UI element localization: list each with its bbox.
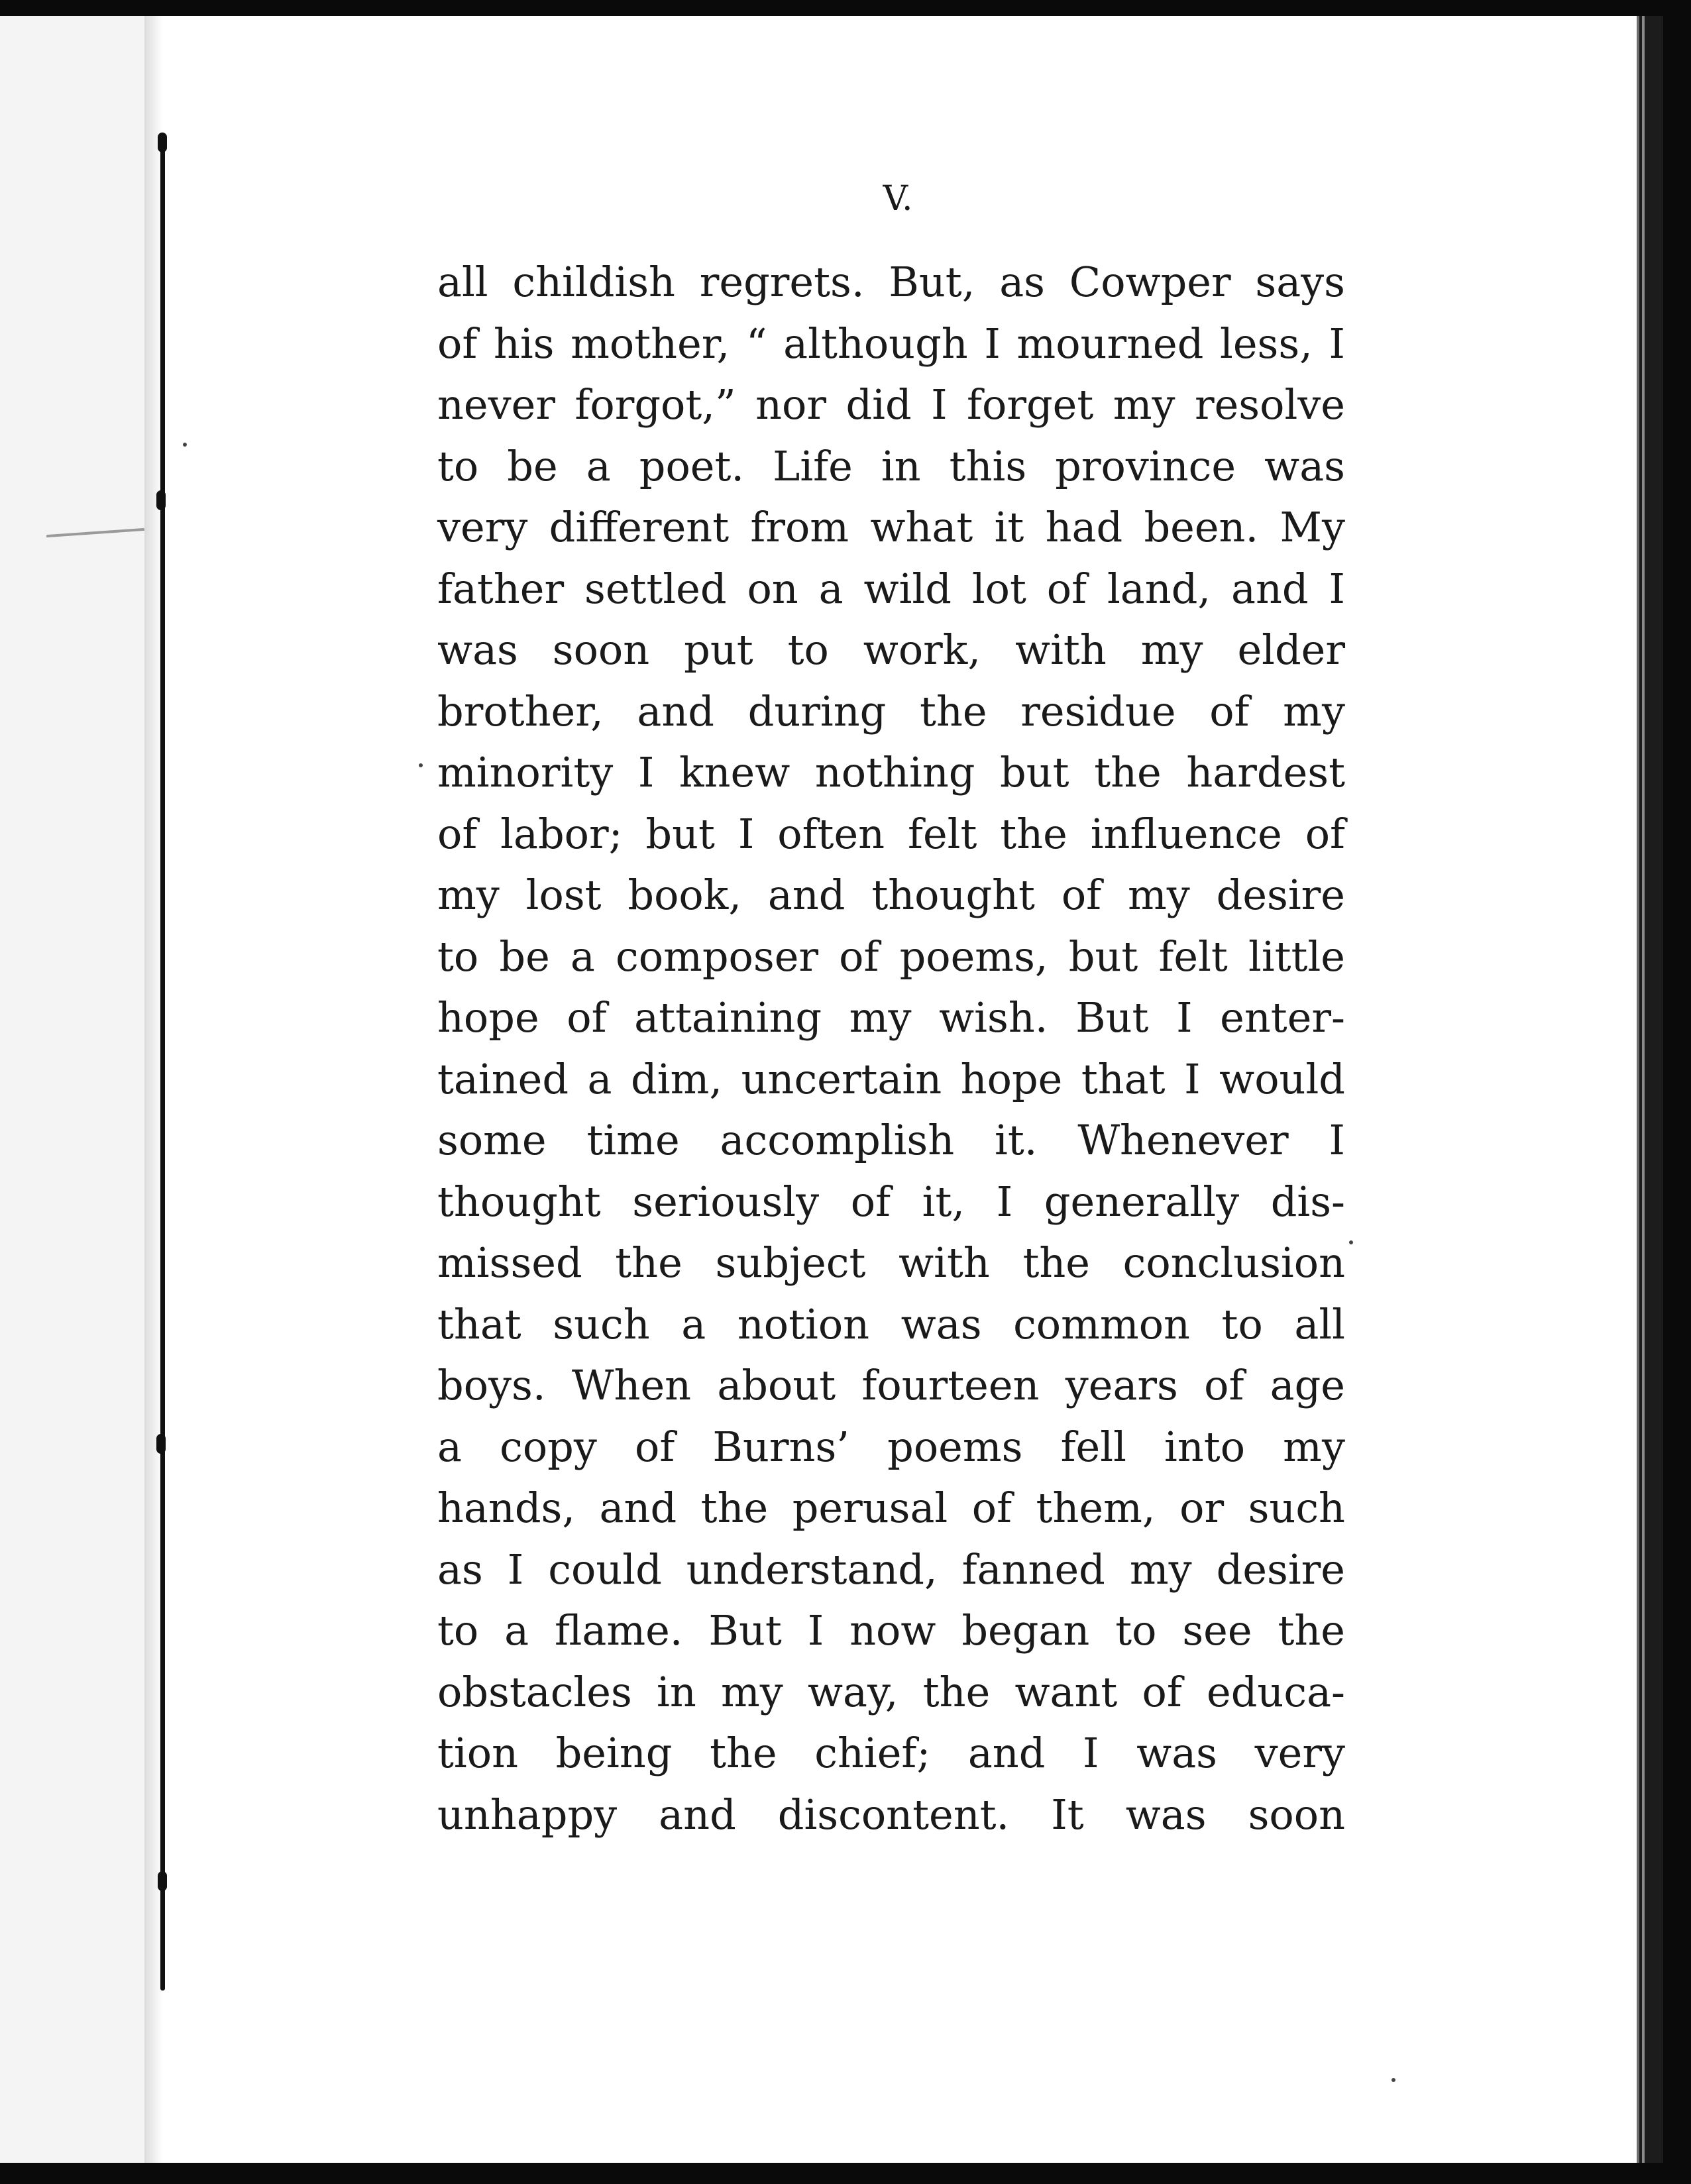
binding-stitch: [158, 1871, 167, 1891]
ink-speck: [1349, 1240, 1353, 1244]
text-line: all childish regrets. But, as Cowper says: [437, 258, 1345, 306]
text-line: unhappy and discontent. It was soon: [437, 1790, 1345, 1839]
text-line: of his mother, “ although I mourned less, I: [437, 319, 1345, 368]
text-line: a copy of Burns’ poems fell into my: [437, 1422, 1345, 1471]
text-line: brother, and during the residue of my: [437, 686, 1345, 736]
binding-stitch: [158, 133, 167, 152]
text-line: hands, and the perusal of them, or such: [437, 1484, 1345, 1532]
text-line: that such a notion was common to all: [437, 1299, 1345, 1348]
text-line: minority I knew nothing but the hardest: [437, 748, 1345, 796]
book-page: [0, 16, 1637, 2163]
page-edge-highlight: [1642, 16, 1645, 2163]
text-line: very different from what it had been. My: [437, 503, 1345, 551]
text-line: tion being the chief; and I was very: [437, 1729, 1345, 1777]
text-line: to be a composer of poems, but felt little: [437, 932, 1345, 981]
ink-speck: [183, 443, 187, 447]
text-line: never forgot,” nor did I forget my resolve: [437, 380, 1345, 429]
text-line: obstacles in my way, the want of educa-: [437, 1667, 1345, 1716]
body-text: [437, 252, 1345, 1845]
text-line: was soon put to work, with my elder: [437, 626, 1345, 674]
page-edge: [1637, 16, 1663, 2163]
ink-speck: [419, 763, 423, 767]
text-line: boys. When about fourteen years of age: [437, 1361, 1345, 1409]
binding-edge: [160, 135, 165, 1991]
text-line: to be a poet. Life in this province was: [437, 441, 1345, 490]
ink-speck: [1391, 2078, 1395, 2082]
text-line: as I could understand, fanned my desire: [437, 1545, 1345, 1594]
text-line: to a flame. But I now began to see the: [437, 1606, 1345, 1655]
binding-stitch: [156, 490, 166, 510]
text-line: missed the subject with the conclusion: [437, 1238, 1345, 1287]
text-line: my lost book, and thought of my desire: [437, 871, 1345, 919]
text-line: father settled on a wild lot of land, and I: [437, 564, 1345, 613]
text-line: tained a dim, uncertain hope that I would: [437, 1054, 1345, 1103]
text-line: thought seriously of it, I generally dis-: [437, 1177, 1345, 1226]
text-line: some time accomplish it. Whenever I: [437, 1116, 1345, 1164]
text-line: of labor; but I often felt the influence of: [437, 809, 1345, 858]
binding-stitch: [156, 1434, 166, 1454]
page-number: V.: [883, 179, 913, 219]
facing-page-stub: [0, 16, 144, 2163]
text-line: hope of attaining my wish. But I enter-: [437, 993, 1345, 1042]
